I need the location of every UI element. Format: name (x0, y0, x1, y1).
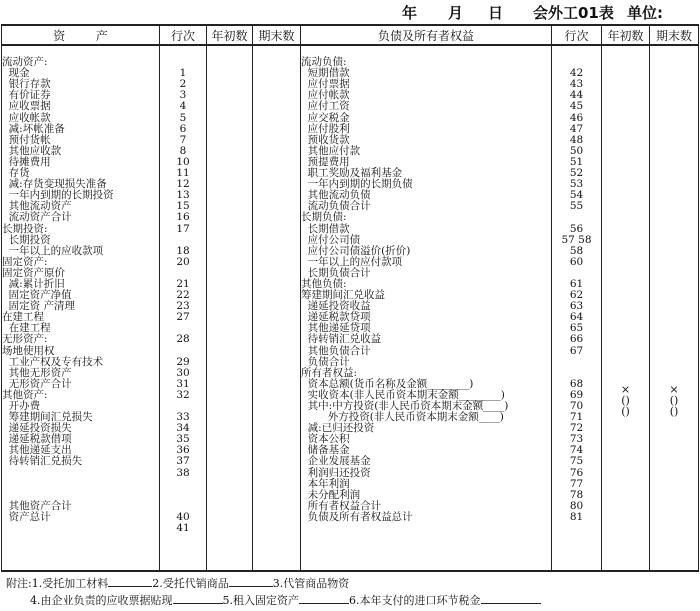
liability-item-label: 减:已归还投资 (301, 422, 375, 435)
liability-row-number: 58 (569, 244, 584, 257)
footer-item-1: 1.受托加工材料 (31, 577, 109, 590)
asset-row-number: 30 (176, 366, 190, 379)
liability-item-label: 筹建期间汇兑收益 (301, 289, 385, 302)
unit-label: 单位: (627, 4, 663, 22)
liability-item-label: 其他递延贷项 (301, 322, 371, 335)
asset-item-label: 流动资产合计 (2, 211, 72, 224)
asset-item-label: 其他递延支出 (2, 444, 72, 457)
asset-item-label: 有价证券 (2, 89, 51, 102)
footer-line-1 (6, 575, 349, 591)
liability-item-label: 应付票据 (301, 78, 350, 91)
liability-row-number: 61 (569, 277, 584, 290)
liability-item-label: 储备基金 (301, 444, 350, 457)
footer-item-3: 3.代管商品物资 (272, 577, 350, 590)
asset-row-number: 34 (176, 422, 190, 435)
footer-line-2 (30, 592, 541, 608)
asset-item-label: 无形资产合计 (2, 377, 72, 390)
footer-blank-6 (481, 593, 541, 604)
liability-row-number: 76 (569, 466, 584, 479)
liability-item-label: 短期借款 (301, 67, 350, 80)
liability-item-label: 长期负债合计 (301, 266, 371, 279)
liability-row-number: 48 (569, 133, 584, 146)
liability-row-number (552, 357, 601, 368)
begin-header-2: 年初数 (602, 25, 650, 45)
asset-item-label: 待摊费用 (2, 155, 51, 168)
liability-row-number: 65 (569, 322, 584, 335)
asset-row-number: 2 (179, 78, 187, 91)
asset-item-label: 场地使用权 (2, 344, 55, 357)
liability-row-number: 47 (569, 122, 584, 135)
asset-item-label: 固定资 产清理 (2, 300, 76, 313)
asset-row-number: 32 (176, 388, 190, 401)
equity-mark: () (621, 394, 630, 408)
liability-row-number: 68 (569, 377, 584, 390)
liability-item-label: 其他负债: (301, 277, 347, 290)
liability-row-number: 55 (569, 200, 584, 213)
balance-sheet-table (1, 24, 699, 572)
asset-item-label: 其他资产: (2, 388, 48, 401)
liability-item-label: 负债合计 (301, 355, 350, 368)
asset-item-label: 资产总计 (2, 510, 51, 523)
asset-row-number: 35 (176, 433, 190, 446)
liability-item-label: 应付帐款 (301, 89, 350, 102)
asset-item-label: 筹建期间汇兑损失 (2, 411, 93, 424)
liability-row-number: 73 (569, 433, 584, 446)
asset-row-number: 8 (179, 144, 187, 157)
asset-item-label: 减:坏帐准备 (2, 122, 65, 135)
liability-item-label: 利润归还投资 (301, 466, 371, 479)
day-label: 日 (488, 4, 504, 22)
asset-row-number: 38 (176, 466, 190, 479)
liability-row-number: 45 (569, 100, 584, 113)
liability-item-label: 实收资本(非人民币资本期末金额________) (301, 388, 505, 401)
footer-item-4: 4.由企业负责的应收票据贴现 (30, 594, 173, 607)
asset-row-number: 6 (179, 122, 187, 135)
liability-row-number: 60 (569, 255, 584, 268)
asset-row-number: 41 (176, 522, 190, 535)
asset-row-number: 15 (176, 200, 190, 213)
asset-row-number: 36 (176, 444, 190, 457)
liability-labels-column (301, 45, 552, 571)
liability-row-number: 44 (569, 89, 584, 102)
liability-row-number: 81 (569, 510, 584, 523)
liability-item-label: 应付工资 (301, 100, 350, 113)
asset-item-label: 在建工程 (2, 311, 44, 324)
liability-row-number: 74 (569, 444, 584, 457)
asset-row-number (160, 490, 206, 501)
liability-item-label: 未分配利润 (301, 488, 361, 501)
liability-row-number: 80 (569, 499, 584, 512)
liability-row-number: 67 (569, 344, 584, 357)
table-body-row (2, 45, 699, 571)
equity-mark: () (669, 394, 679, 408)
footer-prefix: 附注: (6, 577, 32, 590)
asset-row-number: 17 (176, 222, 190, 235)
liability-item-label: 一年以上的应付款项 (301, 255, 403, 268)
asset-row-number: 16 (176, 211, 190, 224)
asset-item-label: 一年以上的应收款项 (2, 244, 104, 257)
liability-item-label: 应付股利 (301, 122, 350, 135)
asset-item-label: 固定资产净值 (2, 289, 72, 302)
assets-header: 资 产 (2, 25, 160, 45)
liability-row-number: 57 58 (561, 233, 592, 246)
footer-item-2: 2.受托代销商品 (152, 577, 229, 590)
liability-item-label: 应交税金 (301, 111, 350, 124)
asset-item-label: 递延投资损失 (2, 422, 72, 435)
liability-row-number: 46 (569, 111, 584, 124)
asset-row-number: 3 (179, 89, 187, 102)
liability-item-label: 一年内到期的长期负债 (301, 178, 413, 191)
asset-row-number: 29 (176, 355, 190, 368)
equity-mark: × (620, 383, 631, 396)
asset-item-label: 其他应收款 (2, 144, 62, 157)
asset-row-number: 20 (176, 255, 190, 268)
liability-row-number: 54 (569, 189, 584, 202)
asset-row-number: 23 (176, 300, 190, 313)
asset-end-column (253, 45, 301, 571)
asset-row-number: 4 (179, 100, 187, 113)
liability-item-label: 所有者权益合计 (301, 499, 382, 512)
liability-row-number: 66 (569, 333, 584, 346)
liability-item-label: 其他应付款 (301, 144, 361, 157)
footer-item-6: 6.本年支付的进口环节税金 (349, 594, 481, 607)
asset-row-number: 31 (176, 377, 190, 390)
liability-row-number (552, 212, 601, 223)
asset-item-label: 长期投资 (2, 233, 51, 246)
asset-item-label: 无形资产: (2, 333, 48, 346)
asset-item-label: 其他无形资产 (2, 366, 72, 379)
report-header (0, 2, 700, 22)
liability-item-label: 其他负债合计 (301, 344, 371, 357)
liability-row-number: 70 (569, 400, 584, 412)
liability-item-label: 预收货款 (301, 133, 350, 146)
asset-item-label: 在建工程 (2, 322, 51, 335)
liability-item-label: 负债及所有者权益总计 (301, 510, 413, 523)
asset-item-label (2, 479, 159, 490)
liability-item-label: 所有者权益: (301, 366, 358, 379)
asset-item-label (2, 523, 159, 534)
liability-item-label: 职工奖励及福利基金 (301, 167, 403, 180)
asset-row-number: 21 (176, 277, 190, 290)
liabilities-header: 负债及所有者权益 (301, 25, 552, 45)
liability-row-number: 53 (569, 178, 584, 191)
liability-row-number: 62 (569, 289, 584, 302)
liability-row-number: 52 (569, 167, 584, 180)
asset-row-numbers-column (160, 45, 207, 571)
asset-item-label: 开办费 (2, 400, 41, 412)
liability-item-label: 外方投资(非人民币资本期末金额____) (301, 411, 504, 424)
footer-blank-4 (173, 593, 223, 604)
liability-row-number: 51 (569, 155, 584, 168)
liability-row-number: 63 (569, 300, 584, 313)
asset-item-label: 待转销汇兑损失 (2, 455, 83, 468)
liability-item-label: 递延投资收益 (301, 300, 371, 313)
footer-blank-2 (229, 576, 273, 587)
liability-item-label: 应付公司债溢价(折价) (301, 244, 411, 257)
asset-row-number (160, 346, 206, 357)
asset-item-label: 其他流动资产 (2, 200, 72, 213)
asset-row-number: 33 (176, 411, 190, 424)
asset-row-number: 10 (176, 155, 190, 168)
asset-row-number: 12 (176, 178, 190, 191)
asset-row-number: 11 (176, 167, 190, 180)
begin-header: 年初数 (207, 25, 253, 45)
asset-item-label: 固定资产: (2, 255, 48, 268)
asset-item-label: 长期投资: (2, 222, 48, 235)
asset-row-number (160, 479, 206, 490)
asset-row-number: 27 (176, 311, 190, 324)
year-label: 年 (402, 4, 418, 22)
liability-row-number: 56 (569, 222, 584, 235)
asset-item-label: 应收帐款 (2, 111, 51, 124)
row-no-header: 行次 (160, 25, 207, 45)
equity-mark: () (621, 405, 630, 419)
asset-item-label: 减:存货变现损失准备 (2, 178, 107, 191)
asset-item-label: 流动资产: (2, 56, 48, 69)
liability-row-number: 69 (569, 388, 584, 401)
liability-item-label: 流动负债合计 (301, 200, 371, 213)
liability-item-label: 应付公司债 (301, 233, 361, 246)
table-header-row (2, 25, 699, 45)
liability-item-label: 其中:中方投资(非人民币资本期末金额____) (301, 400, 509, 412)
liability-item-label: 资本总额(货币名称及金额________) (301, 377, 474, 390)
asset-labels-column (2, 45, 160, 571)
asset-row-number: 5 (179, 111, 187, 124)
liability-item-label: 企业发展基金 (301, 455, 371, 468)
asset-item-label: 减:累计折旧 (2, 277, 65, 290)
liability-item-label: 资本公积 (301, 433, 350, 446)
liability-item-label: 长期借款 (301, 222, 350, 235)
equity-mark: () (669, 405, 679, 419)
liability-item-label: 流动负债: (301, 56, 347, 69)
asset-row-number (160, 46, 206, 57)
liability-row-number: 50 (569, 144, 584, 157)
asset-item-label: 其他资产合计 (2, 499, 72, 512)
asset-item-label: 递延税款借项 (2, 433, 72, 446)
asset-row-number: 37 (176, 455, 190, 468)
asset-item-label (2, 468, 159, 479)
asset-item-label: 一年内到期的长期投资 (2, 189, 114, 202)
liability-row-number: 75 (569, 455, 584, 468)
liability-item-label: 长期负债: (301, 211, 347, 224)
liability-row-number: 64 (569, 311, 584, 324)
asset-row-number: 13 (176, 189, 190, 202)
liability-item-label: 预提费用 (301, 155, 350, 168)
asset-item-label: 银行存款 (2, 78, 51, 91)
asset-item-label: 工业产权及专有技术 (2, 355, 104, 368)
liability-row-number: 43 (569, 78, 584, 91)
liability-end-column (650, 45, 699, 571)
end-header: 期末数 (253, 25, 301, 45)
asset-row-number: 28 (176, 333, 190, 346)
liability-begin-column (602, 45, 650, 571)
liability-item-label: 递延税款贷项 (301, 311, 371, 324)
asset-item-label: 应收票据 (2, 100, 51, 113)
asset-item-label: 预付货帐 (2, 133, 51, 146)
footer-blank-1 (108, 576, 152, 587)
liability-row-number: 71 (569, 411, 584, 424)
liability-item-label: 本年利润 (301, 477, 350, 490)
footer-item-5: 5.租入固定资产 (222, 594, 299, 607)
liability-row-number: 77 (569, 477, 584, 490)
asset-item-label: 存货 (2, 167, 30, 180)
end-header-2: 期末数 (650, 25, 699, 45)
asset-item-label: 现金 (2, 67, 30, 80)
asset-row-number: 1 (179, 67, 187, 80)
asset-row-number: 18 (176, 244, 190, 257)
liability-row-number: 72 (569, 422, 584, 435)
liability-row-number (552, 46, 601, 57)
asset-row-number: 40 (176, 510, 190, 523)
liability-row-number: 42 (569, 67, 584, 80)
row-no-header-2: 行次 (552, 25, 602, 45)
liability-row-number: 78 (569, 488, 584, 501)
liability-item-label: 其他流动负债 (301, 189, 371, 202)
equity-mark: × (669, 383, 679, 396)
liability-item-label: 待转销汇兑收益 (301, 333, 382, 346)
liability-row-numbers-column (552, 45, 602, 571)
asset-row-number: 22 (176, 289, 190, 302)
footer-blank-5 (299, 593, 349, 604)
asset-row-number: 7 (179, 133, 187, 146)
asset-begin-column (207, 45, 253, 571)
month-label: 月 (448, 4, 464, 22)
asset-item-label: 固定资产原价 (2, 266, 65, 279)
form-code: 会外工01表 (533, 4, 614, 22)
